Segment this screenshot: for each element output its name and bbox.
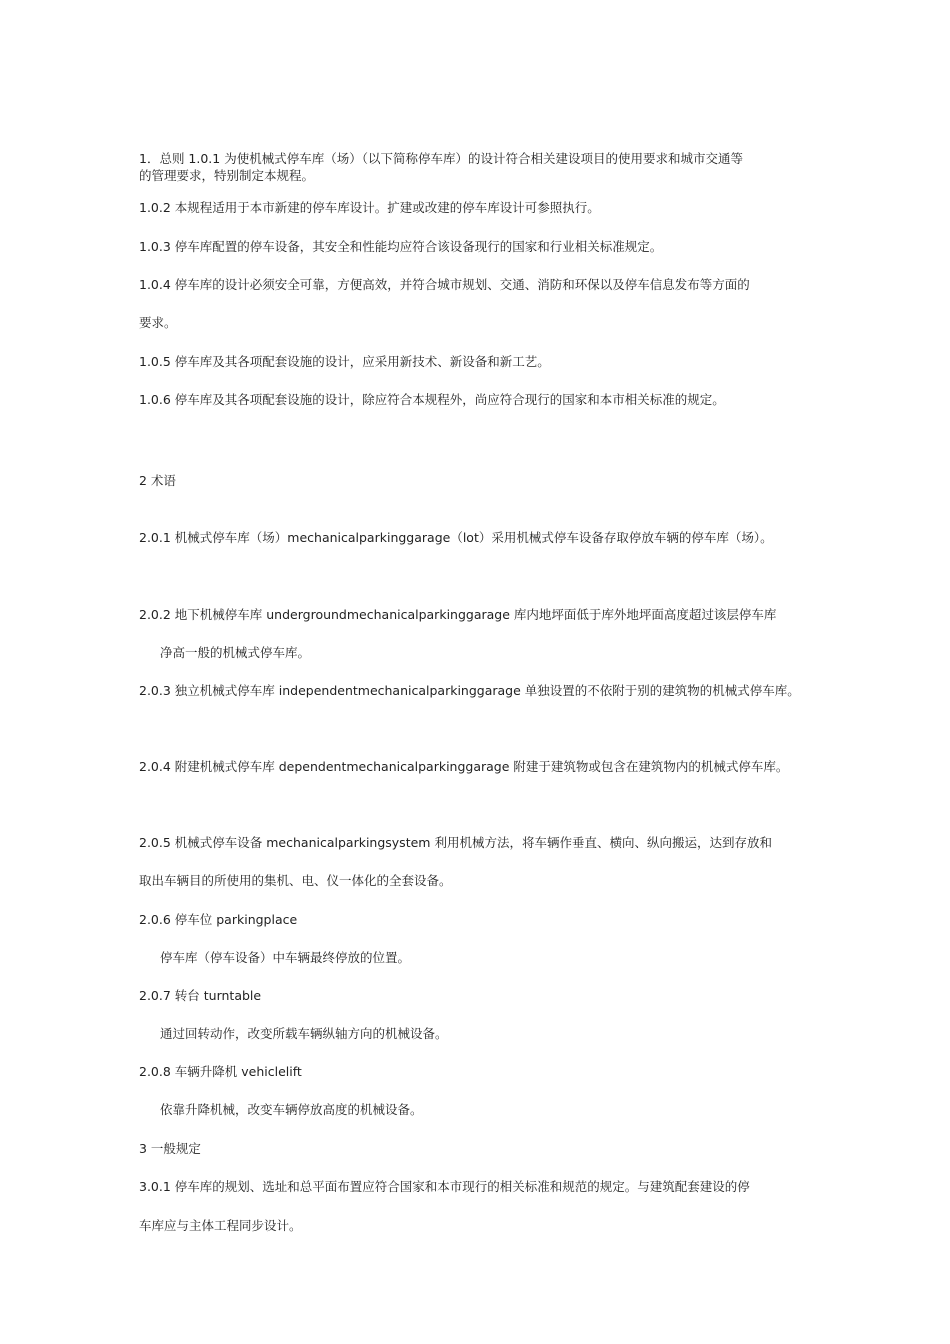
text-line: 车库应与主体工程同步设计。 [139,1217,302,1233]
section-heading: 3 一般规定 [139,1140,201,1156]
text-line: 1.0.6 停车库及其各项配套设施的设计，除应符合本规程外，尚应符合现行的国家和本市相关标准的规定。 [139,391,725,407]
text-line: 要求。 [139,314,177,330]
text-line: 1.0.5 停车库及其各项配套设施的设计，应采用新技术、新设备和新工艺。 [139,353,550,369]
text-line: 依靠升降机械，改变车辆停放高度的机械设备。 [160,1101,423,1117]
text-line: 2.0.2 地下机械停车库 undergroundmechanicalparkinggarage 库内地坪面低于库外地坪面高度超过该层停车库 [139,606,777,622]
text-line: 2.0.7 转台 turntable [139,987,262,1003]
text-line: 取出车辆目的所使用的集机、电、仪一体化的全套设备。 [139,872,452,888]
text-line: 1．总则 1.0.1 为使机械式停车库（场）（以下简称停车库）的设计符合相关建设项目的使用要求和城市交通等 [139,150,743,166]
text-line: 1.0.4 停车库的设计必须安全可靠，方便高效，并符合城市规划、交通、消防和环保以及停车信息发布等方面的 [139,276,750,292]
text-line: 净高一般的机械式停车库。 [160,644,311,660]
text-line: 2.0.6 停车位 parkingplace [139,911,298,927]
text-line: 停车库（停车设备）中车辆最终停放的位置。 [160,949,411,965]
text-line: 3.0.1 停车库的规划、选址和总平面布置应符合国家和本市现行的相关标准和规范的规定。与建筑配套建设的停 [139,1178,750,1194]
text-line: 2.0.1 机械式停车库（场）mechanicalparkinggarage（lot）采用机械式停车设备存取停放车辆的停车库（场）。 [139,529,773,545]
text-line: 2.0.4 附建机械式停车库 dependentmechanicalparkinggarage 附建于建筑物或包含在建筑物内的机械式停车库。 [139,758,789,774]
section-heading: 2 术语 [139,472,176,488]
text-line: 1.0.3 停车库配置的停车设备，其安全和性能均应符合该设备现行的国家和行业相关标准规定。 [139,238,663,254]
text-line: 2.0.3 独立机械式停车库 independentmechanicalparkinggarage 单独设置的不依附于别的建筑物的机械式停车库。 [139,682,800,698]
text-line: 2.0.8 车辆升降机 vehiclelift [139,1063,302,1079]
text-line: 1.0.2 本规程适用于本市新建的停车库设计。扩建或改建的停车库设计可参照执行。 [139,199,600,215]
text-line: 通过回转动作，改变所载车辆纵轴方向的机械设备。 [160,1025,448,1041]
text-line: 的管理要求，特别制定本规程。 [139,167,315,183]
text-line: 2.0.5 机械式停车设备 mechanicalparkingsystem 利用机械方法，将车辆作垂直、横向、纵向搬运，达到存放和 [139,834,772,850]
